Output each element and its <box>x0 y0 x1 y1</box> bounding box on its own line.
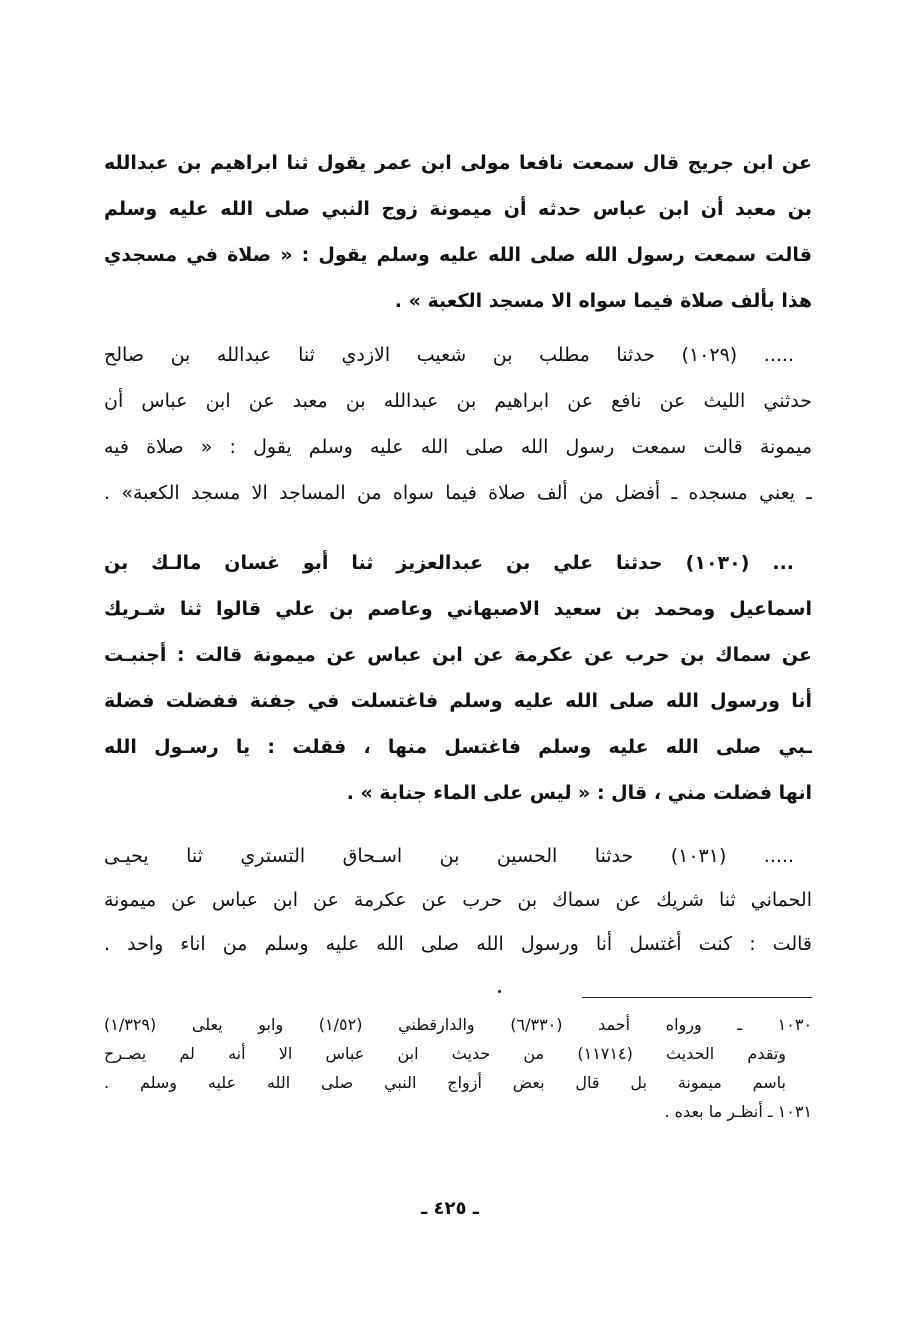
text-line: بن معبد أن ابن عباس حدثه أن ميمونة زوج النبي صلى الله عليه وسلم <box>104 198 812 220</box>
text-line: الحماني ثنا شريك عن سماك بن حرب عن عكرمة عن ابن عباس عن ميمونة <box>104 889 812 911</box>
footnote-line: ١٠٣٠ ـ ورواه أحمد (٦/٣٣٠) والدارقطني (١/٥٢) وابو يعلى (١/٣٢٩) <box>104 1015 812 1034</box>
footnote-line: وتقدم الحديث (١١٧١٤) من حديث ابن عباس الا أنه لم يصـرح <box>104 1044 786 1063</box>
paragraph-2 <box>104 332 812 516</box>
text-line: ميمونة قالت سمعت رسول الله صلى الله عليه وسلم يقول : « صلاة فيه <box>104 436 812 458</box>
hadith-header-line: ... (١٠٣٠) حدثنا علي بن عبدالعزيز ثنا أبو غسان مالـك بن <box>104 552 795 574</box>
stray-dot <box>498 990 501 993</box>
footnote-line: باسم ميمونة بل قال بعض أزواج النبي صلى الله عليه وسلم . <box>104 1073 786 1092</box>
text-line: انها فضلت مني ، قال : « ليس على الماء جنابة » . <box>346 782 812 804</box>
text-line: عن سماك بن حرب عن عكرمة عن ابن عباس عن ميمونة قالت : أجنبـت <box>104 644 812 666</box>
text-line: قالت سمعت رسول الله صلى الله عليه وسلم يقول : « صلاة في مسجدي <box>104 244 812 266</box>
text-line: هذا بألف صلاة فيما سواه الا مسجد الكعبة » . <box>394 290 812 312</box>
hadith-header-line: ..... (١٠٢٩) حدثنا مطلب بن شعيب الازدي ثنا عبدالله بن صالح <box>104 344 794 366</box>
text-line: أنا ورسول الله صلى الله عليه وسلم فاغتسلت في جفنة ففضلت فضلة <box>104 690 812 712</box>
footnotes <box>104 1010 812 1126</box>
paragraph-1 <box>104 140 812 324</box>
footnote-separator <box>582 997 812 998</box>
text-line: ـبي صلى الله عليه وسلم فاغتسل منها ، فقلت : يا رسـول الله <box>104 736 812 758</box>
text-line: عن ابن جريج قال سمعت نافعا مولى ابن عمر يقول ثنا ابراهيم بن عبدالله <box>104 152 812 174</box>
text-line: حدثني الليث عن نافع عن ابراهيم بن عبدالله بن معبد عن ابن عباس أن <box>104 390 812 412</box>
paragraph-3 <box>104 540 812 816</box>
footnote-line: ١٠٣١ ـ أنظـر ما بعده . <box>664 1102 812 1121</box>
text-line: ـ يعني مسجده ـ أفضل من ألف صلاة فيما سواه من المساجد الا مسجد الكعبة» . <box>104 482 812 504</box>
text-line: قالت : كنت أغتسل أنا ورسول الله صلى الله عليه وسلم من اناء واحد . <box>104 933 812 955</box>
paragraph-4 <box>104 834 812 966</box>
page-number: ـ ٤٢٥ ـ <box>421 1198 479 1219</box>
hadith-header-line: ..... (١٠٣١) حدثنا الحسين بن اسـحاق التستري ثنا يحيـى <box>104 845 794 867</box>
text-line: اسماعيل ومحمد بن سعيد الاصبهاني وعاصم بن علي قالوا ثنا شـريك <box>104 598 812 620</box>
